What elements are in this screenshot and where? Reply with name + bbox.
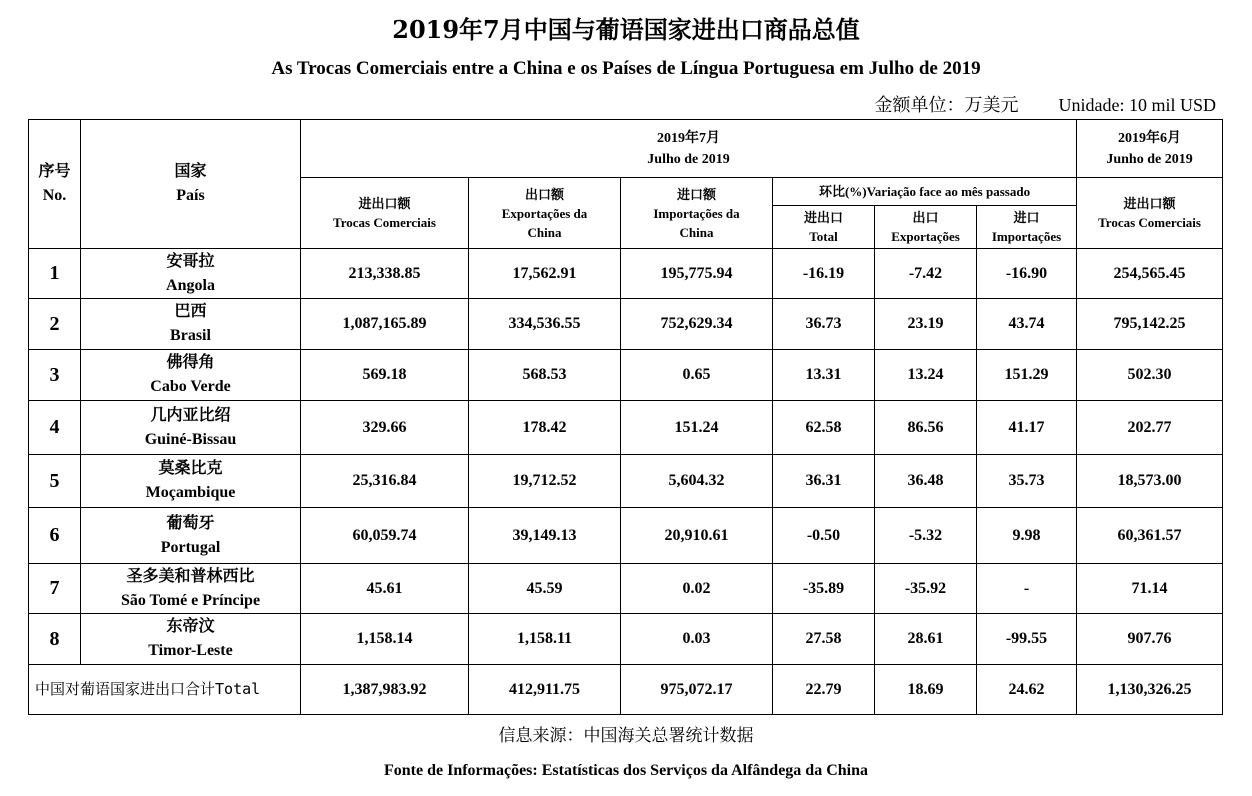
- country-name-cn: 安哥拉: [166, 252, 215, 270]
- header-no-cn: 序号: [38, 163, 71, 180]
- export-value: 334,536.55: [469, 299, 621, 350]
- country-name-pt: Cabo Verde: [150, 378, 231, 395]
- total-mom-export: 18.69: [875, 665, 977, 715]
- trade-value: 45.61: [301, 564, 469, 614]
- trade-value: 213,338.85: [301, 249, 469, 299]
- header-country-pt: País: [176, 187, 205, 204]
- header-export-pt-1: Exportações da: [501, 205, 588, 221]
- country-cell: [81, 401, 301, 455]
- total-import: 975,072.17: [621, 665, 773, 715]
- mom-export-value: -5.32: [875, 508, 977, 564]
- row-number: 8: [29, 614, 81, 665]
- header-import: [621, 178, 773, 249]
- header-period-current-pt: Julho de 2019: [647, 151, 730, 167]
- import-value: 151.24: [621, 401, 773, 455]
- unit-note: [875, 92, 1217, 118]
- header-period-prev-cn: 2019年6月: [1118, 130, 1182, 146]
- prev-trade-value: 254,565.45: [1077, 249, 1223, 299]
- country-cell: [81, 455, 301, 508]
- header-import-cn: 进口额: [676, 186, 716, 202]
- country-cell: [81, 299, 301, 350]
- mom-export-value: -35.92: [875, 564, 977, 614]
- export-value: 568.53: [469, 350, 621, 401]
- export-value: 1,158.11: [469, 614, 621, 665]
- country-name-cn: 佛得角: [166, 354, 215, 371]
- mom-import-value: -16.90: [977, 249, 1077, 299]
- total-trade: 1,387,983.92: [301, 665, 469, 715]
- header-mom-total: [773, 206, 875, 249]
- header-mom-total-pt: Total: [809, 229, 838, 244]
- mom-total-value: -16.19: [773, 249, 875, 299]
- table-row: [29, 614, 1223, 665]
- source-pt: Fonte de Informações: Estatísticas dos Serviços da Alfândega da China: [383, 762, 868, 779]
- header-period-current-cn: 2019年7月: [657, 130, 721, 146]
- header-trade-pt: Trocas Comerciais: [333, 215, 436, 230]
- header-export-cn: 出口额: [524, 186, 564, 202]
- header-mom: 环比(%)Variação face ao mês passado: [773, 178, 1077, 206]
- header-import-pt-1: Importações da: [653, 205, 740, 221]
- table-row: [29, 508, 1223, 564]
- mom-export-value: -7.42: [875, 249, 977, 299]
- trade-value: 569.18: [301, 350, 469, 401]
- country-name-cn: 巴西: [174, 303, 207, 320]
- mom-import-value: 9.98: [977, 508, 1077, 564]
- header-export: [469, 178, 621, 249]
- import-value: 0.02: [621, 564, 773, 614]
- mom-total-value: 62.58: [773, 401, 875, 455]
- trade-value: 329.66: [301, 401, 469, 455]
- country-name-cn: 葡萄牙: [166, 514, 215, 532]
- mom-total-value: -0.50: [773, 508, 875, 564]
- mom-import-value: 41.17: [977, 401, 1077, 455]
- prev-trade-value: 18,573.00: [1077, 455, 1223, 508]
- row-number: 4: [29, 401, 81, 455]
- mom-export-value: 23.19: [875, 299, 977, 350]
- row-number: 5: [29, 455, 81, 508]
- country-name-pt: Brasil: [170, 327, 211, 344]
- header-mom-import-cn: 进口: [1013, 210, 1040, 225]
- row-number: 1: [29, 249, 81, 299]
- export-value: 178.42: [469, 401, 621, 455]
- country-name-cn: 几内亚比绍: [150, 406, 231, 424]
- header-prev-trade-cn: 进出口额: [1123, 196, 1176, 211]
- total-mom-import: 24.62: [977, 665, 1077, 715]
- country-name-pt: Portugal: [160, 538, 221, 556]
- country-cell: [81, 350, 301, 401]
- total-prev-trade: 1,130,326.25: [1077, 665, 1223, 715]
- prev-trade-value: 502.30: [1077, 350, 1223, 401]
- header-import-pt-2: China: [679, 224, 714, 240]
- export-value: 39,149.13: [469, 508, 621, 564]
- mom-import-value: -99.55: [977, 614, 1077, 665]
- total-label: 中国对葡语国家进出口合计Total: [29, 665, 301, 715]
- country-name-pt: Timor-Leste: [148, 642, 233, 659]
- mom-import-value: 151.29: [977, 350, 1077, 401]
- header-mom-total-cn: 进出口: [803, 210, 843, 225]
- country-name-cn: 莫桑比克: [158, 460, 223, 477]
- trade-value: 1,158.14: [301, 614, 469, 665]
- header-no-pt: No.: [42, 187, 67, 204]
- country-name-cn: 东帝汶: [166, 618, 215, 635]
- country-name-pt: São Tomé e Príncipe: [120, 591, 261, 609]
- page-subtitle: As Trocas Comerciais entre a China e os Países de Língua Portuguesa em Julho de 2019: [271, 58, 981, 79]
- prev-trade-value: 60,361.57: [1077, 508, 1223, 564]
- header-trade: [301, 178, 469, 249]
- table-row: [29, 455, 1223, 508]
- import-value: 195,775.94: [621, 249, 773, 299]
- prev-trade-value: 907.76: [1077, 614, 1223, 665]
- mom-export-value: 36.48: [875, 455, 977, 508]
- country-name-pt: Moçambique: [145, 484, 236, 501]
- mom-import-value: -: [977, 564, 1077, 614]
- export-value: 17,562.91: [469, 249, 621, 299]
- table-row: [29, 249, 1223, 299]
- header-period-prev: [1077, 120, 1223, 178]
- header-period-prev-pt: Junho de 2019: [1106, 151, 1193, 167]
- country-cell: [81, 249, 301, 299]
- export-value: 19,712.52: [469, 455, 621, 508]
- header-country-cn: 国家: [174, 163, 207, 180]
- prev-trade-value: 71.14: [1077, 564, 1223, 614]
- table-row: [29, 564, 1223, 614]
- mom-total-value: -35.89: [773, 564, 875, 614]
- header-export-pt-2: China: [527, 224, 562, 240]
- row-number: 2: [29, 299, 81, 350]
- prev-trade-value: 795,142.25: [1077, 299, 1223, 350]
- export-value: 45.59: [469, 564, 621, 614]
- table-row: [29, 299, 1223, 350]
- import-value: 752,629.34: [621, 299, 773, 350]
- page-title: 2019年7月中国与葡语国家进出口商品总值: [392, 15, 860, 44]
- table-row: [29, 401, 1223, 455]
- mom-import-value: 43.74: [977, 299, 1077, 350]
- header-prev-trade-pt: Trocas Comerciais: [1098, 215, 1201, 230]
- prev-trade-value: 202.77: [1077, 401, 1223, 455]
- mom-total-value: 13.31: [773, 350, 875, 401]
- row-number: 6: [29, 508, 81, 564]
- mom-export-value: 13.24: [875, 350, 977, 401]
- unit-cn: 金额单位：万美元: [874, 95, 1019, 115]
- unit-pt: Unidade: 10 mil USD: [1058, 95, 1216, 115]
- country-cell: [81, 508, 301, 564]
- row-number: 3: [29, 350, 81, 401]
- header-mom-import-pt: Importações: [991, 229, 1062, 244]
- header-no: [29, 120, 81, 249]
- total-export: 412,911.75: [469, 665, 621, 715]
- trade-value: 60,059.74: [301, 508, 469, 564]
- mom-total-value: 27.58: [773, 614, 875, 665]
- table-row: [29, 350, 1223, 401]
- mom-total-value: 36.31: [773, 455, 875, 508]
- country-name-pt: Angola: [166, 276, 215, 294]
- mom-export-value: 28.61: [875, 614, 977, 665]
- source-cn: 信息来源：中国海关总署统计数据: [498, 726, 754, 746]
- country-cell: [81, 614, 301, 665]
- import-value: 0.03: [621, 614, 773, 665]
- country-name-pt: Guiné-Bissau: [144, 430, 237, 448]
- header-prev-trade: [1077, 178, 1223, 249]
- header-mom-export-pt: Exportações: [891, 229, 960, 244]
- trade-value: 25,316.84: [301, 455, 469, 508]
- header-country: [81, 120, 301, 249]
- import-value: 20,910.61: [621, 508, 773, 564]
- mom-total-value: 36.73: [773, 299, 875, 350]
- total-row: [29, 665, 1223, 715]
- row-number: 7: [29, 564, 81, 614]
- import-value: 5,604.32: [621, 455, 773, 508]
- total-mom-total: 22.79: [773, 665, 875, 715]
- header-period-current: [301, 120, 1077, 178]
- header-trade-cn: 进出口额: [358, 196, 411, 211]
- header-mom-export-cn: 出口: [912, 210, 939, 225]
- header-mom-import: [977, 206, 1077, 249]
- country-name-cn: 圣多美和普林西比: [126, 567, 255, 585]
- header-mom-export: [875, 206, 977, 249]
- import-value: 0.65: [621, 350, 773, 401]
- trade-table: [28, 119, 1223, 715]
- mom-import-value: 35.73: [977, 455, 1077, 508]
- country-cell: [81, 564, 301, 614]
- trade-value: 1,087,165.89: [301, 299, 469, 350]
- mom-export-value: 86.56: [875, 401, 977, 455]
